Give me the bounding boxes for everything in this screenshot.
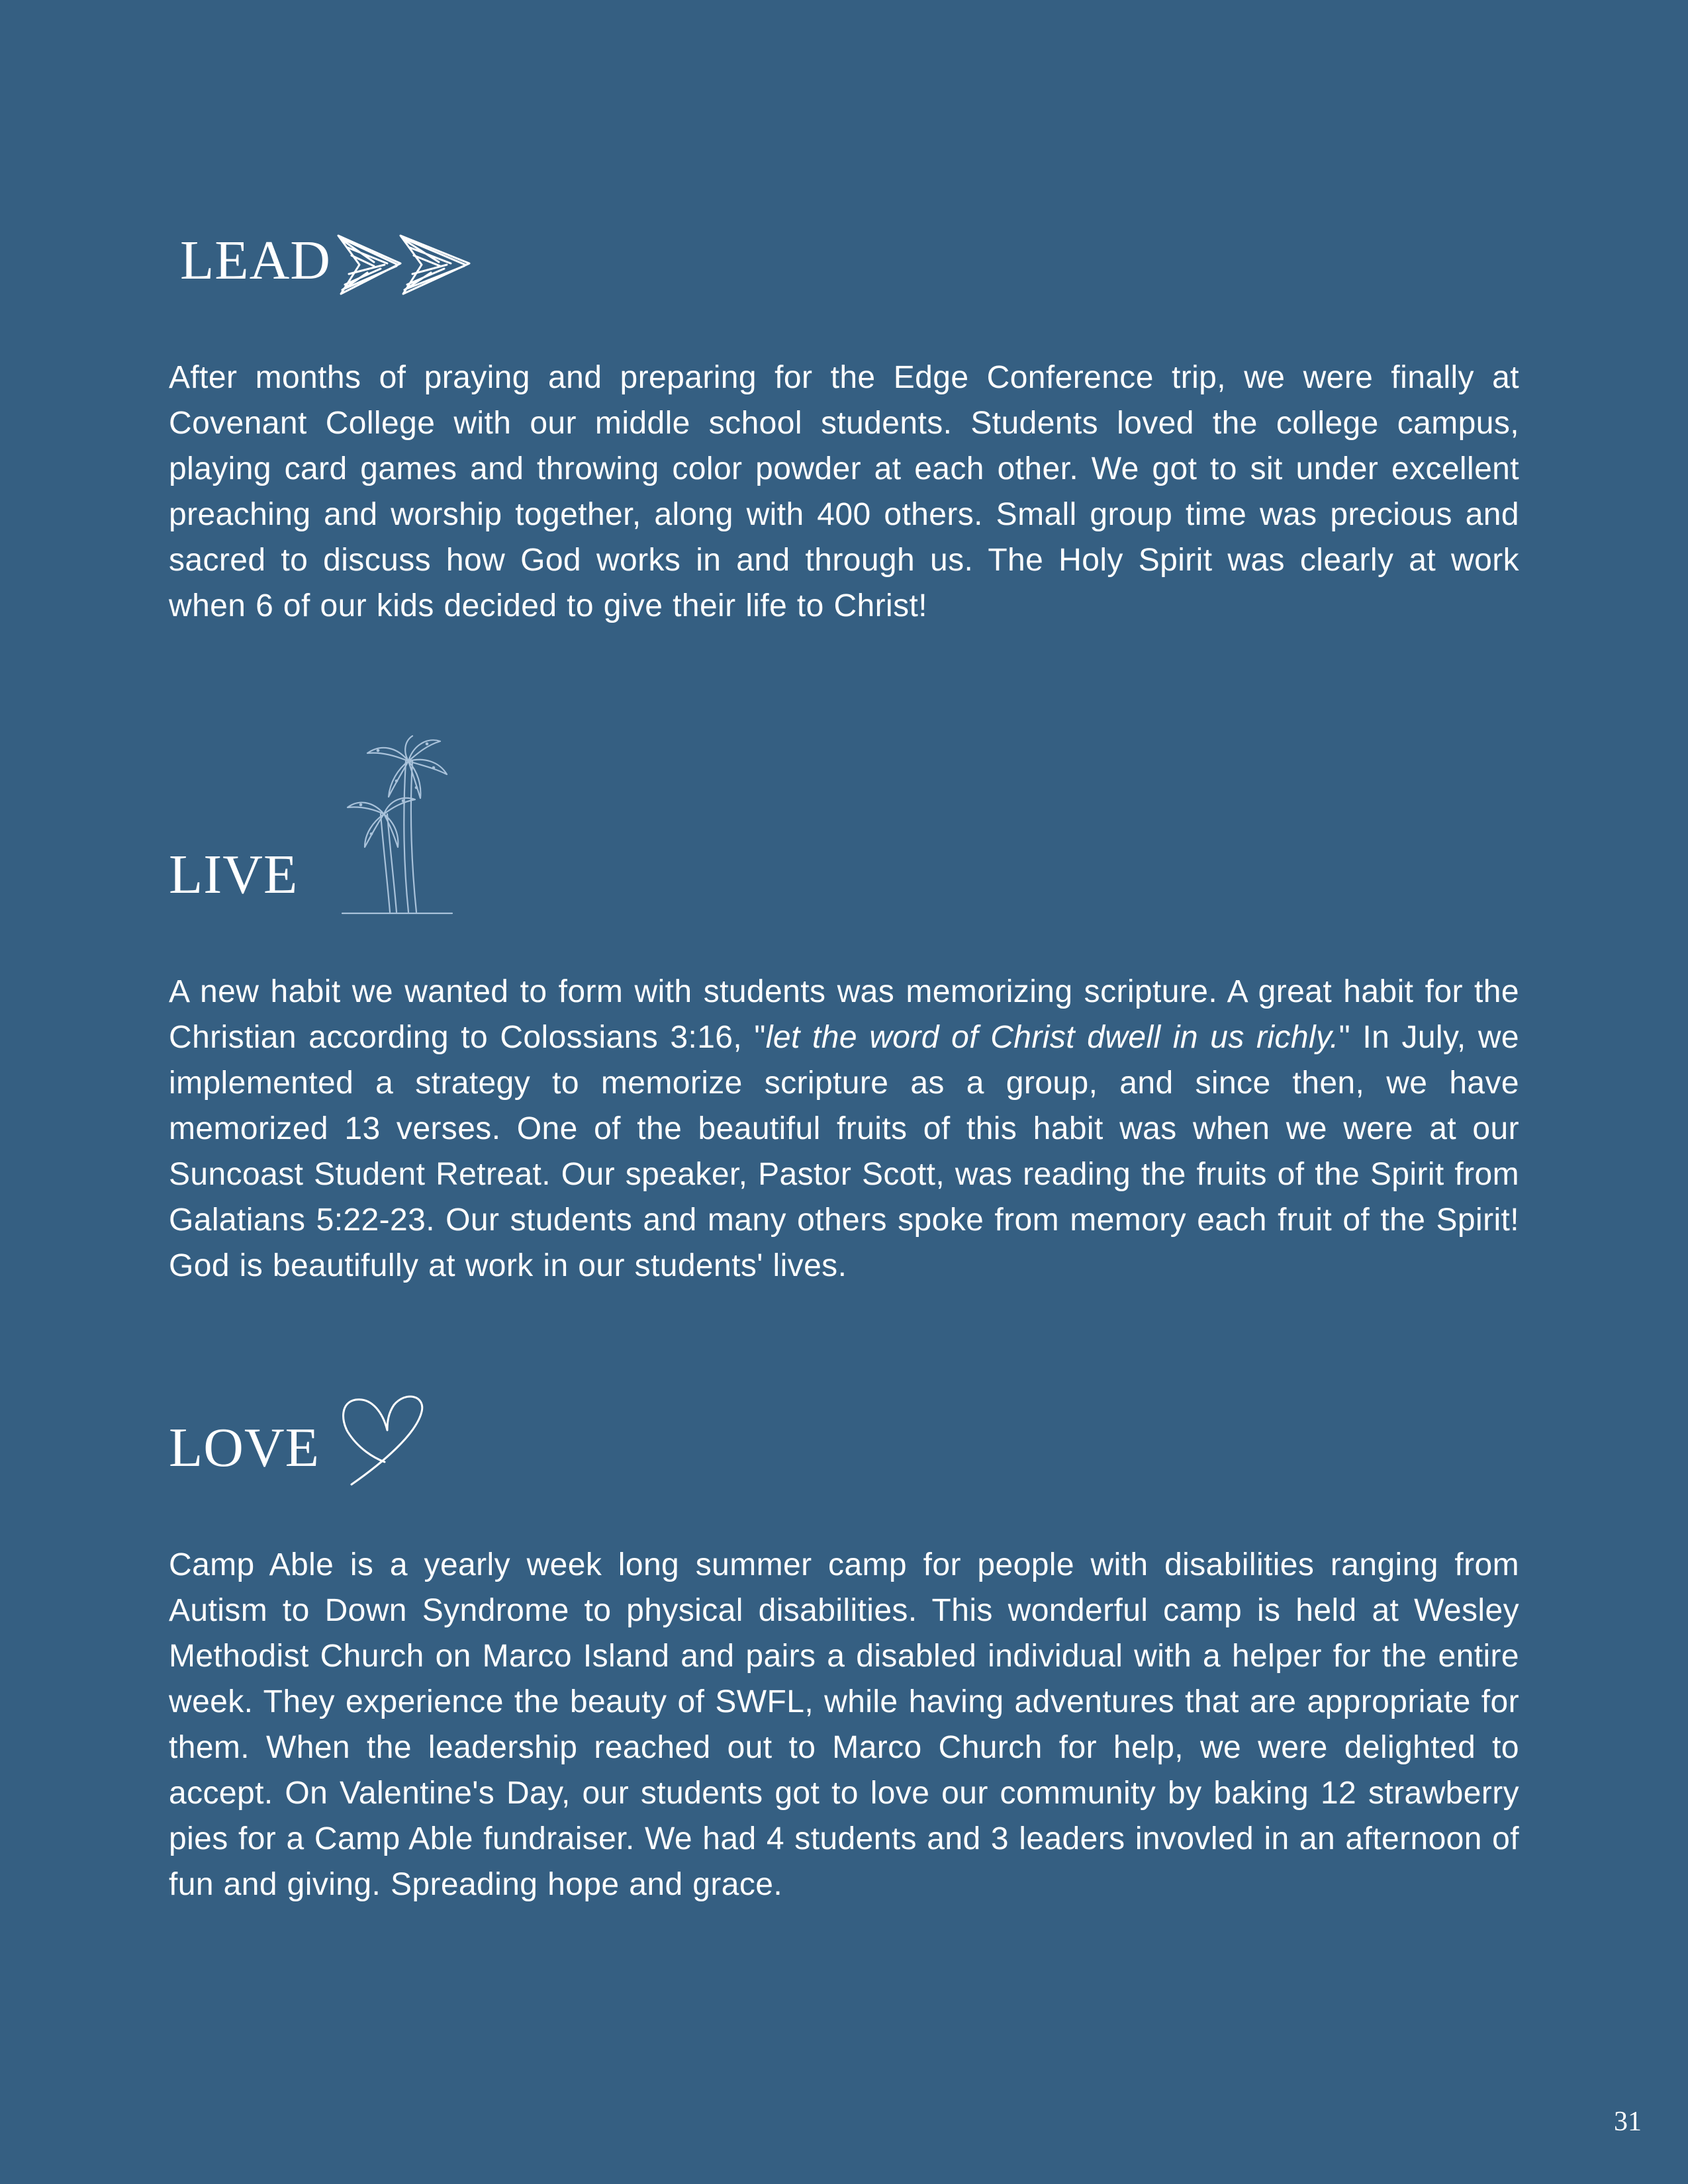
live-paragraph-text-start: A new habit we wanted to form with students was memorizing scripture. A great habit for the Christian according to Colossians 3:16, "	[169, 974, 1519, 1055]
love-paragraph: Camp Able is a yearly week long summer camp for people with disabilities ranging from Autism to Down Syndrome to physical disabilities. This wonderful camp is held at Wesley Methodist Church on Marco Island and pairs a disabled individual with a helper for the entire week. They experience the beauty of SWFL, while having adventures that are appropriate for them. When the leadership reached out to Marco Church for help, we were delighted to accept. On Valentine's Day, our students got to love our community by baking 12 strawberry pies for a Camp Able fundraiser. We had 4 students and 3 leaders invovled in an afternoon of fun and giving. Spreading hope and grace.	[169, 1547, 1519, 1902]
scripture-quote: let the word of Christ dwell in us richly.	[765, 1020, 1339, 1055]
live-paragraph	[169, 969, 1519, 1289]
palm-trees-icon	[334, 735, 460, 917]
lead-heading: LEAD	[180, 230, 331, 291]
live-heading: LIVE	[169, 844, 299, 905]
love-heading: LOVE	[169, 1417, 320, 1479]
live-paragraph-text-end: " In July, we implemented a strategy to memorize scripture as a group, and since then, we have memorized 13 verses. One of the beautiful fruits of this habit was when we were at our Suncoast Student Retreat. Our speaker, Pastor Scott, was reading the fruits of the Spirit from Galatians 5:22-23. Our students and many others spoke from memory each fruit of the Spirit! God is beautifully at work in our students' lives.	[169, 1020, 1519, 1283]
page-number: 31	[1614, 2107, 1642, 2137]
lead-paragraph: After months of praying and preparing for the Edge Conference trip, we were finally at Covenant College with our middle school students. Students loved the college campus, playing card games and throwing color powder at each other. We got to sit under excellent preaching and worship together, along with 400 others. Small group time was precious and sacred to discuss how God works in and through us. The Holy Spirit was clearly at work when 6 of our kids decided to give their life to Christ!	[169, 360, 1519, 623]
heart-icon	[334, 1393, 427, 1486]
double-arrow-icon	[334, 232, 473, 298]
